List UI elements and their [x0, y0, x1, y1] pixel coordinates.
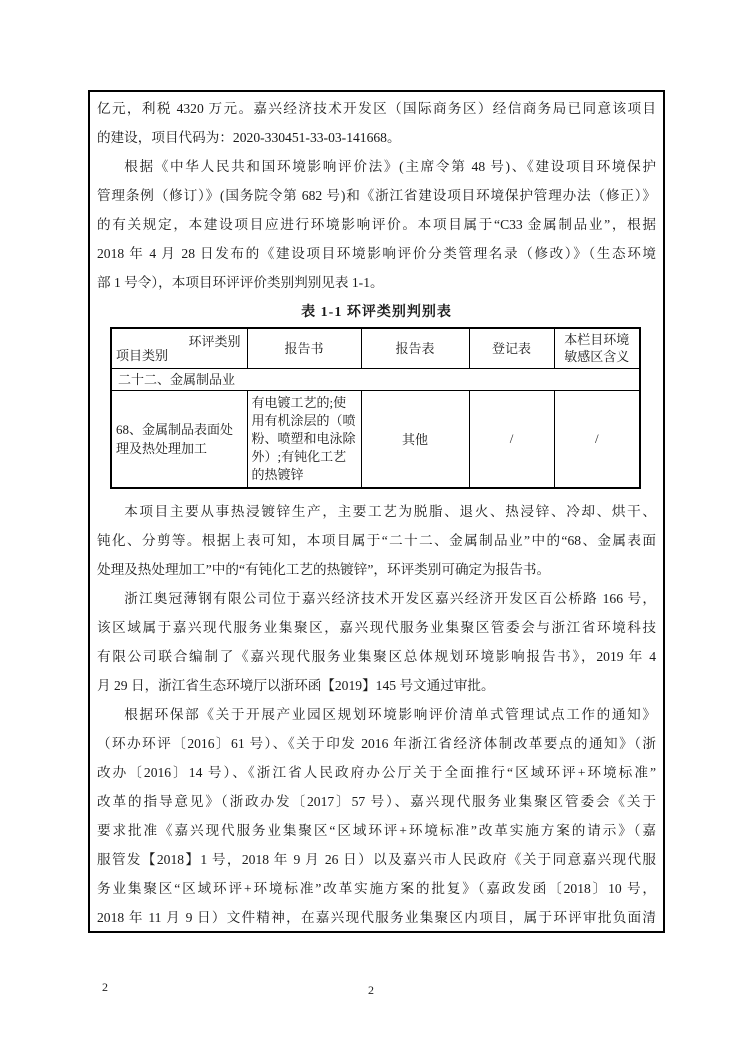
text-line: 根据环保部《关于开展产业园区规划环境影响评价清单式管理试点工作的通知》 [124, 706, 656, 722]
table-header-report-form: 报告表 [361, 328, 469, 368]
table-header-row [111, 328, 640, 368]
text-line: 2018 年 11 月 9 日）文件精神，在嘉兴现代服务业集聚区内项目，属于环评审批负面清 [97, 909, 656, 925]
body-text-before-table [97, 94, 656, 297]
table-section-row [111, 368, 640, 390]
section-row-label: 二十二、金属制品业 [111, 368, 640, 390]
text-line: 改办〔2016〕14 号）、《浙江省人民政府办公厅关于全面推行“区域环评+环境标准” [97, 764, 656, 780]
eia-category-table [110, 327, 641, 489]
text-line: 务业集聚区“区域环评+环境标准”改革实施方案的批复》（嘉政发函〔2018〕10 号， [97, 880, 656, 896]
cell-registration-form: / [469, 390, 554, 488]
text-line: 要求批准《嘉兴现代服务业集聚区“区域环评+环境标准”改革实施方案的请示》（嘉 [97, 822, 656, 838]
text-line: 部 1 号令），本项目环评评价类别判别见表 1-1。 [97, 275, 384, 290]
text-line: 浙江奥冠薄钢有限公司位于嘉兴经济技术开发区嘉兴经济开发区百公桥路 166 号， [124, 590, 656, 606]
text-line: 钝化、分剪等。根据上表可知，本项目属于“二十二、金属制品业”中的“68、金属表面 [97, 532, 656, 548]
cell-sensitive-area: / [554, 390, 640, 488]
text-line: 2018 年 4 月 28 日发布的《建设项目环境影响评价分类管理名录（修改）》（生态环境 [97, 246, 656, 261]
text-line: 有限公司联合编制了《嘉兴现代服务业集聚区总体规划环境影响报告书》，2019 年 4 [97, 648, 656, 664]
table-header-registration-form: 登记表 [469, 328, 554, 368]
table-corner-cell [111, 328, 247, 368]
text-line: 该区域属于嘉兴现代服务业集聚区，嘉兴现代服务业集聚区管委会与浙江省环境科技 [97, 619, 656, 635]
text-line: 的建设，项目代码为：2020-330451-33-03-141668。 [97, 130, 401, 145]
text-line: 月 29 日，浙江省生态环境厅以浙环函【2019】145 号文通过审批。 [97, 677, 495, 693]
text-line: 亿元，利税 4320 万元。嘉兴经济技术开发区（国际商务区）经信商务局已同意该项目 [97, 101, 656, 116]
text-line: 处理及热处理加工”中的“有钝化工艺的热镀锌”，环评类别可确定为报告书。 [97, 561, 551, 577]
cell-report-form: 其他 [361, 390, 469, 488]
page-number-center: 2 [368, 983, 374, 997]
text-line: 本项目主要从事热浸镀锌生产，主要工艺为脱脂、退火、热浸锌、冷却、烘干、 [124, 503, 656, 519]
body-text-after-table [97, 497, 656, 932]
text-line: 管理条例（修订）》(国务院令第 682 号)和《浙江省建设项目环境保护管理办法（修正）》 [97, 188, 656, 203]
table-title: 表 1-1 环评类别判别表 [301, 305, 452, 320]
corner-label-project-type: 项目类别 [116, 347, 169, 363]
table-data-row [111, 390, 640, 488]
cell-report-book: 有电镀工艺的;使用有机涂层的（喷粉、喷塑和电泳除外）;有钝化工艺的热镀锌 [247, 390, 361, 488]
text-line: 改革的指导意见》（浙政办发〔2017〕57 号）、嘉兴现代服务业集聚区管委会《关于 [97, 793, 656, 809]
text-line: （环办环评〔2016〕61 号）、《关于印发 2016 年浙江省经济体制改革要点的通知》（浙 [97, 735, 656, 751]
document-frame [88, 90, 665, 933]
table-header-report-book: 报告书 [247, 328, 361, 368]
cell-project-category: 68、金属制品表面处理及热处理加工 [111, 390, 247, 488]
text-line: 的有关规定，本建设项目应进行环境影响评价。本项目属于“C33 金属制品业”，根据 [97, 217, 656, 232]
corner-label-category-type: 环评类别 [188, 334, 241, 349]
text-line: 服管发【2018】1 号，2018 年 9 月 26 日）以及嘉兴市人民政府《关于同意嘉兴现代服 [97, 851, 656, 867]
table-header-sensitive-area: 本栏目环境敏感区含义 [554, 328, 640, 368]
page-number-left: 2 [102, 980, 108, 994]
text-line: 根据《中华人民共和国环境影响评价法》(主席令第 48 号)、《建设项目环境保护 [124, 159, 656, 174]
